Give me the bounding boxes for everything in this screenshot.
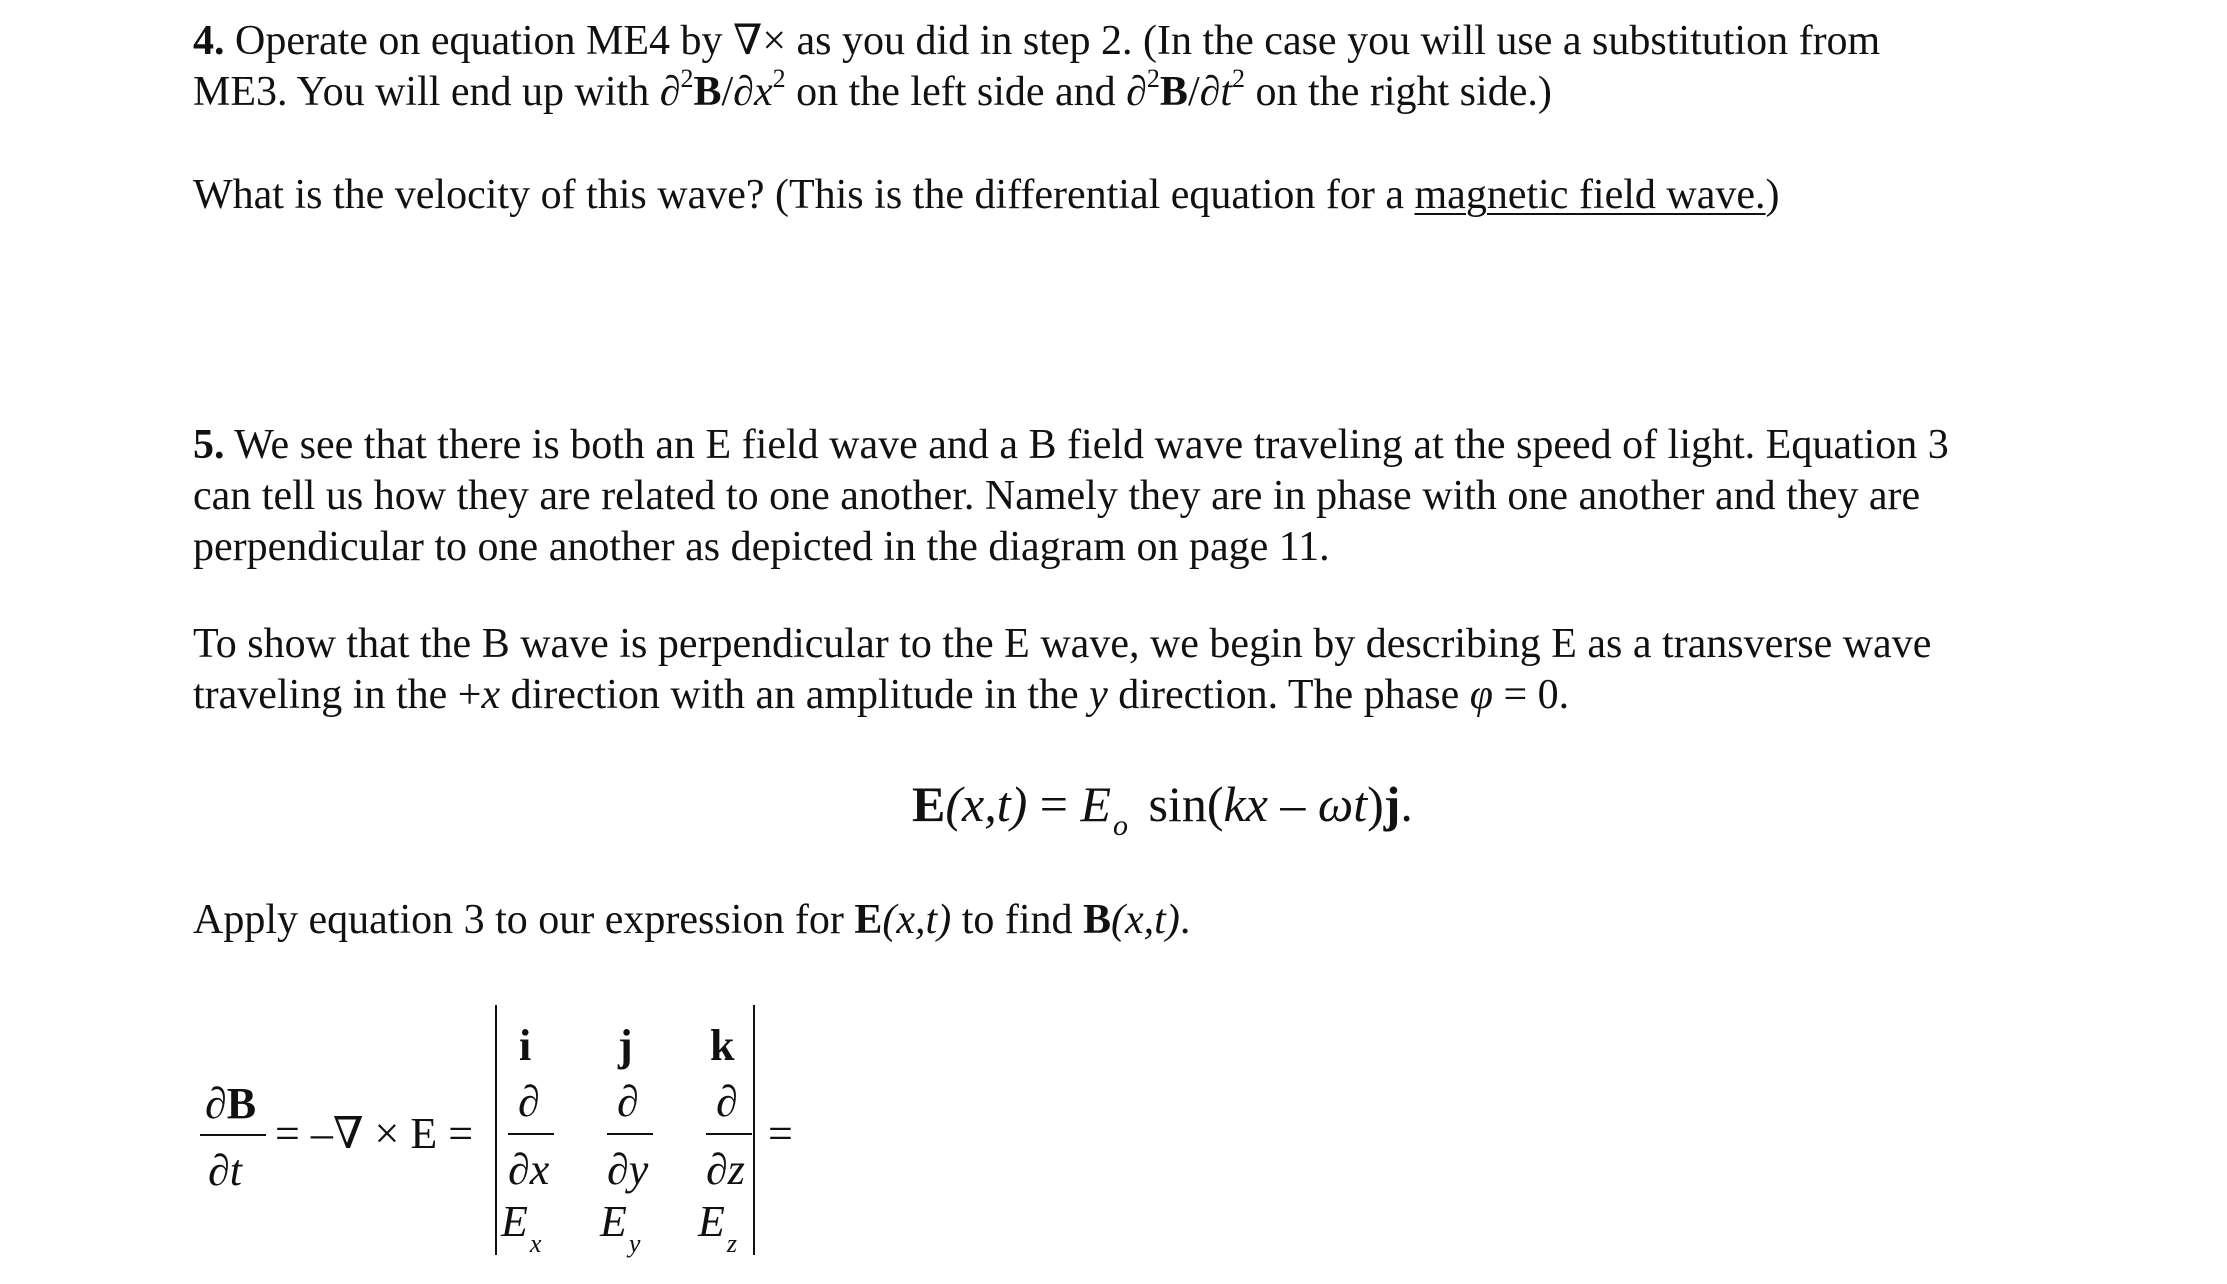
partial-x-line <box>508 1133 554 1135</box>
transverse-line-1: To show that the B wave is perpendicular to the E wave, we begin by describing E as a transverse wave <box>193 621 1932 667</box>
electric-field-equation: $E(x,t) = E_o$ sin(kx – ωt)j. <box>912 776 1413 842</box>
partial-x-numerator: ∂ <box>518 1077 540 1126</box>
magnetic-field-wave-underlined: magnetic field wave. <box>1414 172 1766 218</box>
lhs-numerator: ∂B <box>205 1079 257 1128</box>
step-4-line-1: 4. Operate on equation ME4 by ∇× as you did in step 2. (In the case you will use a substitution from <box>193 18 1881 64</box>
partial-y-line <box>607 1133 653 1135</box>
partial-z-numerator: ∂ <box>716 1077 738 1126</box>
velocity-question: What is the velocity of this wave? (This is the differential equation for a magnetic field wave.) <box>193 172 1780 218</box>
component-ey: $E_y$ <box>600 1197 641 1258</box>
partial-y-denominator: ∂y <box>607 1145 649 1194</box>
transverse-wave-paragraph <box>193 619 2073 721</box>
component-ez: $E_z$ <box>698 1197 738 1258</box>
partial-z-denominator: ∂z <box>706 1145 745 1194</box>
transverse-line-2: traveling in the +x direction with an amplitude in the y direction. The phase φ = 0. <box>193 672 1570 718</box>
step-5-line-1: 5. We see that there is both an E field wave and a B field wave traveling at the speed of light. Equation 3 <box>193 422 1949 468</box>
unit-vector-i: i <box>519 1021 532 1070</box>
step-5-paragraph <box>193 420 2073 573</box>
step-5-number: 5. <box>193 422 225 468</box>
partial-z-line <box>706 1133 752 1135</box>
trailing-equals: = <box>768 1109 793 1158</box>
negative-curl-e: = –∇ × E = <box>275 1109 474 1158</box>
lhs-denominator: ∂t <box>208 1146 242 1195</box>
step-4-number: 4. <box>193 18 225 64</box>
determinant-right-bar <box>753 1005 755 1255</box>
determinant-left-bar <box>495 1005 497 1255</box>
partial-x-denominator: ∂x <box>508 1145 550 1194</box>
lhs-fraction-line <box>200 1134 266 1136</box>
step-5-line-2: can tell us how they are related to one another. Namely they are in phase with one another and they are <box>193 473 1921 519</box>
step-4-line-2: ME3. You will end up with $\partial^2B/\partial x^2$ on the left side and $\partial^2B/\partial t^2$ on the right side.) <box>193 64 1552 115</box>
partial-y-numerator: ∂ <box>617 1077 639 1126</box>
apply-equation-paragraph: Apply equation 3 to our expression for E(x,t) to find B(x,t). <box>193 897 1191 943</box>
step-4-paragraph <box>193 16 2073 118</box>
component-ex: $E_x$ <box>501 1197 542 1258</box>
unit-vector-j: j <box>618 1021 633 1070</box>
unit-vector-k: k <box>710 1021 735 1070</box>
step-5-line-3: perpendicular to one another as depicted in the diagram on page 11. <box>193 524 1330 570</box>
